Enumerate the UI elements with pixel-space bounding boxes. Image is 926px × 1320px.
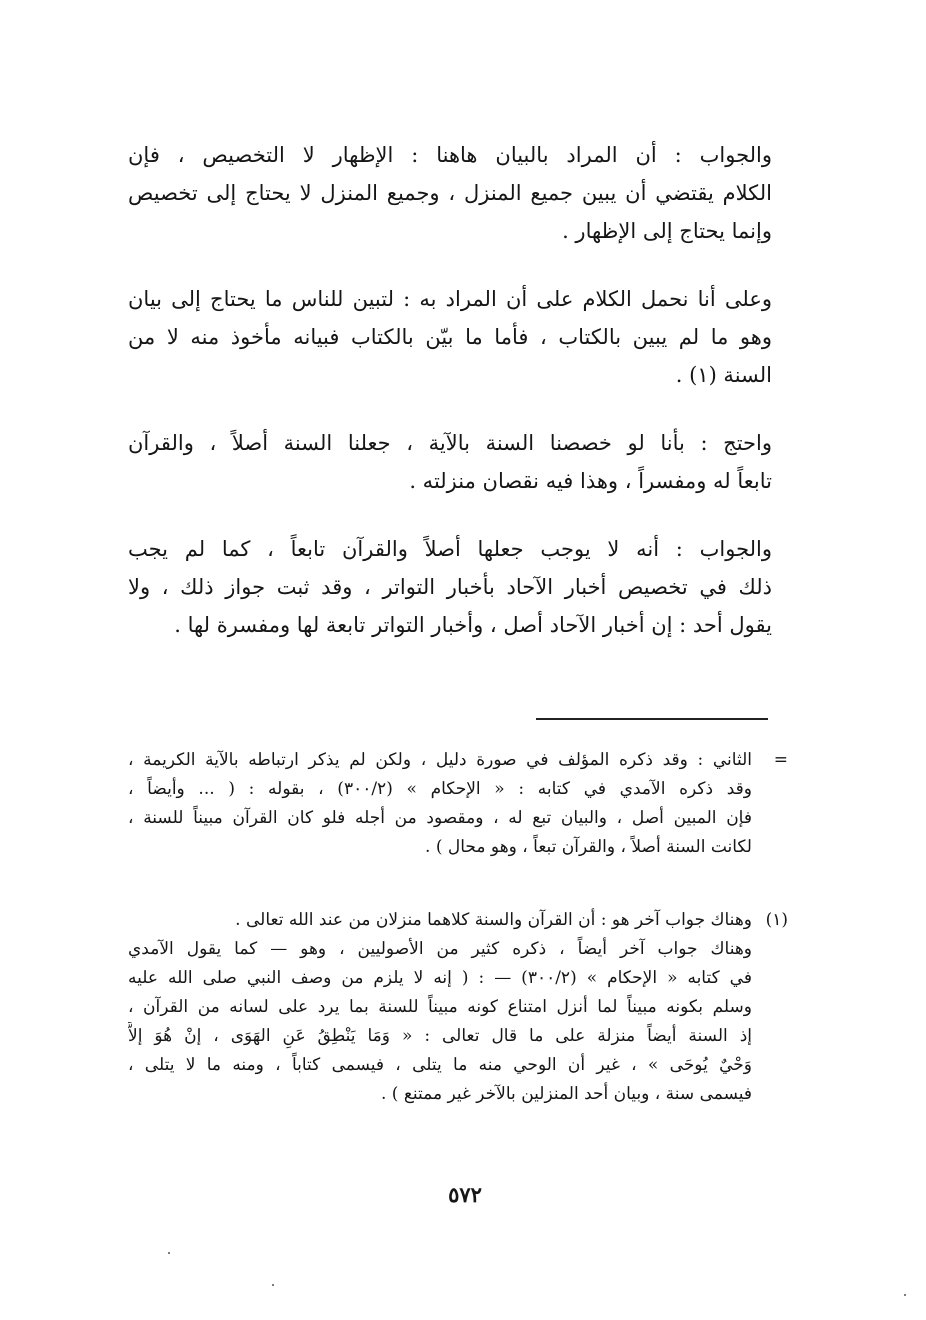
paragraph-1 bbox=[128, 136, 772, 250]
paragraph-2 bbox=[128, 280, 772, 394]
paragraph-4 bbox=[128, 530, 772, 644]
footnote-line: وهناك جواب آخر أيضاً ، ذكره كثير من الأصوليين ، وهو — كما يقول الآمدي bbox=[128, 939, 752, 959]
text-line: يقول أحد : إن أخبار الآحاد أصل ، وأخبار التواتر تابعة لها ومفسرة لها . bbox=[174, 613, 772, 637]
text-line: والجواب : أنه لا يوجب جعلها أصلاً والقرآن تابعاً ، كما لم يجب bbox=[128, 537, 772, 561]
text-line: السنة (١) . bbox=[675, 363, 772, 387]
text-line: تابعاً له ومفسراً ، وهذا فيه نقصان منزلته . bbox=[409, 469, 772, 493]
text-line: والجواب : أن المراد بالبيان هاهنا : الإظهار لا التخصيص ، فإن bbox=[128, 143, 772, 167]
footnote-line: الثاني : وقد ذكره المؤلف في صورة دليل ، ولكن لم يذكر ارتباطه بالآية الكريمة ، bbox=[128, 750, 752, 770]
footnote-number: (١) bbox=[765, 910, 788, 930]
text-line: وإنما يحتاج إلى الإظهار . bbox=[562, 219, 772, 243]
footnote-line: لكانت السنة أصلاً ، والقرآن تبعاً ، وهو محال ) . bbox=[425, 837, 752, 857]
footnote-line: فيسمى سنة ، وبيان أحد المنزلين بالآخر غير ممتنع ) . bbox=[381, 1084, 752, 1104]
footnote-line: وقد ذكره الآمدي في كتابه : « الإحكام » (٣٠٠/٢) ، بقوله : ( ... وأيضاً ، bbox=[128, 779, 752, 799]
paragraph-3 bbox=[128, 424, 772, 500]
scan-speck bbox=[272, 1284, 274, 1286]
text-line: وهو ما لم يبين بالكتاب ، فأما ما بيّن بالكتاب فبيانه مأخوذ منه لا من bbox=[128, 325, 772, 349]
footnote-separator bbox=[536, 718, 768, 720]
text-line: وعلى أنا نحمل الكلام على أن المراد به : لتبين للناس ما يحتاج إلى بيان bbox=[128, 287, 772, 311]
page-number: ٥٧٢ bbox=[448, 1182, 482, 1207]
scan-speck bbox=[168, 1252, 170, 1254]
footnote-body bbox=[128, 906, 752, 1109]
footnote-line: وهناك جواب آخر هو : أن القرآن والسنة كلاهما منزلان من عند الله تعالى . bbox=[235, 910, 752, 930]
footnote-line: وسلم بكونه مبيناً لما أنزل امتناع كونه مبيناً للسنة بما يرد على لسانه من القرآن ، bbox=[128, 997, 752, 1017]
text-line: الكلام يقتضي أن يبين جميع المنزل ، وجميع المنزل لا يحتاج إلى تخصيص bbox=[128, 181, 772, 205]
continuation-marker: = bbox=[773, 750, 788, 770]
text-line: ذلك في تخصيص أخبار الآحاد بأخبار التواتر ، وقد ثبت جواز ذلك ، ولا bbox=[128, 575, 772, 599]
footnote-line: فإن المبين أصل ، والبيان تبع له ، ومقصود من أجله فلو كان القرآن مبيناً للسنة ، bbox=[128, 808, 752, 828]
footnote-line: في كتابه « الإحكام » (٣٠٠/٢) — : ( إنه لا يلزم من وصف النبي صلى الله عليه bbox=[128, 968, 752, 988]
text-line: واحتج : بأنا لو خصصنا السنة بالآية ، جعلنا السنة أصلاً ، والقرآن bbox=[128, 431, 772, 455]
footnote-line: إذ السنة أيضاً منزلة على ما قال تعالى : « وَمَا يَنْطِقُ عَنِ الهَوَى ، إنْ هُوَ إلاَّ bbox=[128, 1026, 752, 1046]
footnote-line: وَحْيٌ يُوحَى » ، غير أن الوحي منه ما يتلى ، فيسمى كتاباً ، ومنه ما لا يتلى ، bbox=[128, 1055, 752, 1075]
scan-speck bbox=[904, 1294, 906, 1296]
footnote-body bbox=[128, 746, 752, 862]
